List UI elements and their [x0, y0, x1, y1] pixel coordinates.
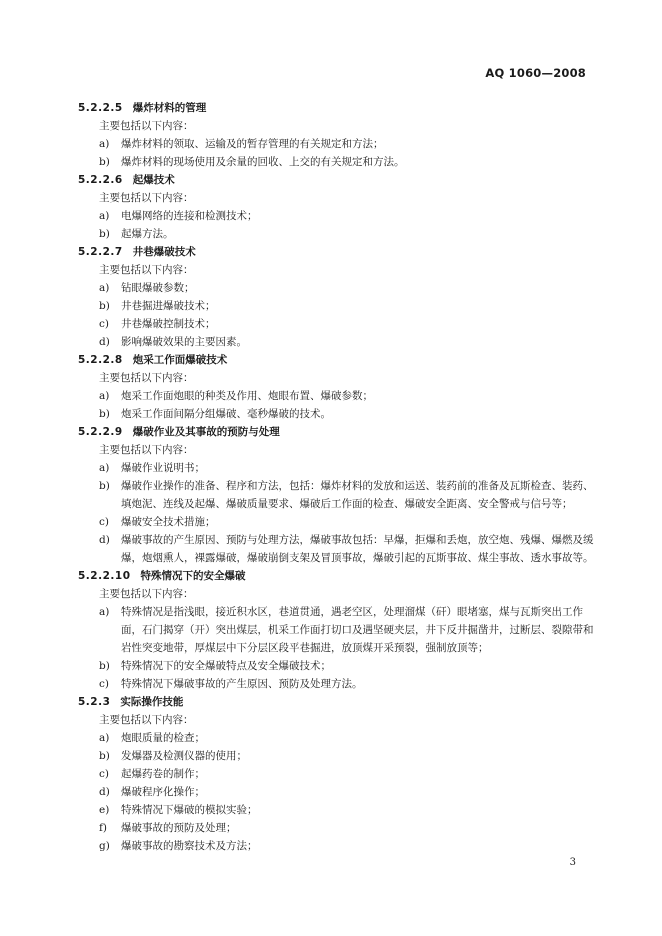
item-text: 爆破作业说明书；	[121, 462, 205, 474]
section-title: 特殊情况下的安全爆破	[140, 570, 246, 582]
item-marker: a)	[99, 282, 110, 294]
list-item	[78, 531, 598, 567]
list-item	[78, 333, 598, 351]
page-number: 3	[569, 857, 576, 868]
item-marker: f)	[99, 822, 107, 834]
list-item	[78, 405, 598, 423]
item-text: 爆破作业操作的准备、程序和方法，包括：爆炸材料的发放和运送、装药前的准备及瓦斯检查、装药、填炮泥、连线及起爆、爆破质量要求、爆破后工作面的检查、爆破安全距离、安全警戒与信号等；	[121, 480, 594, 510]
item-marker: b)	[99, 300, 110, 312]
section-5-2-2-7	[78, 243, 598, 351]
item-marker: a)	[99, 210, 110, 222]
list-item	[78, 459, 598, 477]
item-text: 炮采工作面间隔分组爆破、毫秒爆破的技术。	[121, 408, 331, 420]
item-text: 钻眼爆破参数；	[121, 282, 195, 294]
section-heading	[78, 423, 598, 441]
section-number: 5.2.2.5	[78, 102, 123, 114]
list-item	[78, 387, 598, 405]
section-intro: 主要包括以下内容：	[99, 588, 194, 600]
list-item	[78, 783, 598, 801]
item-text: 起爆方法。	[121, 228, 174, 240]
item-marker: d)	[99, 336, 110, 348]
item-marker: b)	[99, 156, 110, 168]
list-item	[78, 675, 598, 693]
list-item	[78, 729, 598, 747]
section-heading	[78, 243, 598, 261]
section-heading	[78, 351, 598, 369]
section-5-2-3	[78, 693, 598, 855]
section-title: 炮采工作面爆破技术	[132, 354, 228, 366]
section-heading	[78, 99, 598, 117]
list-item	[78, 819, 598, 837]
list-item	[78, 153, 598, 171]
section-number: 5.2.2.9	[78, 426, 123, 438]
item-marker: b)	[99, 480, 110, 492]
item-text: 发爆器及检测仪器的使用；	[121, 750, 247, 762]
item-text: 爆炸材料的领取、运输及的暂存管理的有关规定和方法；	[121, 138, 384, 150]
section-number: 5.2.2.10	[78, 570, 131, 582]
item-marker: a)	[99, 138, 110, 150]
item-marker: d)	[99, 786, 110, 798]
section-heading	[78, 171, 598, 189]
item-text: 爆破事故的产生原因、预防与处理方法，爆破事故包括：早爆，拒爆和丢炮，放空炮、残爆、爆燃及缓爆，炮烟熏人，裸露爆破，爆破崩倒支架及冒顶事故，爆破引起的瓦斯事故、煤尘事故、透水事故等。	[121, 534, 594, 564]
item-text: 特殊情况是指浅眼，接近积水区，巷道贯通，遇老空区，处理溜煤（矸）眼堵塞，煤与瓦斯突出工作面，石门揭穿（开）突出煤层，机采工作面打切口及遇坚硬夹层，井下反井掘凿井，过断层、裂隙带和岩性突变地带，厚煤层中下分层区段平巷掘进，放顶煤开采预裂，强制放顶等；	[121, 606, 594, 654]
item-text: 电爆网络的连接和检测技术；	[121, 210, 258, 222]
list-item	[78, 837, 598, 855]
item-marker: b)	[99, 228, 110, 240]
item-text: 炮眼质量的检查；	[121, 732, 205, 744]
list-item	[78, 603, 598, 657]
section-intro: 主要包括以下内容：	[99, 120, 194, 132]
list-item	[78, 765, 598, 783]
item-text: 爆破程序化操作；	[121, 786, 205, 798]
item-marker: e)	[99, 804, 110, 816]
item-marker: c)	[99, 318, 109, 330]
item-marker: b)	[99, 660, 110, 672]
section-5-2-2-6	[78, 171, 598, 243]
item-text: 起爆药卷的制作；	[121, 768, 205, 780]
section-number: 5.2.3	[78, 696, 111, 708]
section-title: 井巷爆破技术	[132, 246, 196, 258]
item-marker: c)	[99, 516, 109, 528]
item-marker: c)	[99, 768, 109, 780]
item-text: 井巷掘进爆破技术；	[121, 300, 216, 312]
section-intro: 主要包括以下内容：	[99, 444, 194, 456]
list-item	[78, 279, 598, 297]
list-item	[78, 315, 598, 333]
item-marker: d)	[99, 534, 110, 546]
item-marker: a)	[99, 390, 110, 402]
item-marker: g)	[99, 840, 110, 852]
list-item	[78, 657, 598, 675]
section-intro: 主要包括以下内容：	[99, 714, 194, 726]
standard-code-header: AQ 1060—2008	[485, 66, 586, 80]
item-marker: a)	[99, 462, 110, 474]
list-item	[78, 225, 598, 243]
item-marker: b)	[99, 750, 110, 762]
list-item	[78, 297, 598, 315]
section-number: 5.2.2.7	[78, 246, 123, 258]
item-marker: a)	[99, 732, 110, 744]
item-text: 特殊情况下爆破事故的产生原因、预防及处理方法。	[121, 678, 363, 690]
list-item	[78, 513, 598, 531]
section-5-2-2-9	[78, 423, 598, 567]
list-item	[78, 477, 598, 513]
item-marker: a)	[99, 606, 110, 618]
section-number: 5.2.2.8	[78, 354, 123, 366]
item-marker: b)	[99, 408, 110, 420]
section-title: 起爆技术	[132, 174, 175, 186]
item-marker: c)	[99, 678, 109, 690]
item-text: 影响爆破效果的主要因素。	[121, 336, 247, 348]
list-item	[78, 801, 598, 819]
section-title: 实际操作技能	[120, 696, 184, 708]
section-intro: 主要包括以下内容：	[99, 264, 194, 276]
list-item	[78, 135, 598, 153]
section-5-2-2-8	[78, 351, 598, 423]
section-intro: 主要包括以下内容：	[99, 192, 194, 204]
item-text: 爆破事故的预防及处理；	[121, 822, 237, 834]
item-text: 爆炸材料的现场使用及余量的回收、上交的有关规定和方法。	[121, 156, 405, 168]
list-item	[78, 207, 598, 225]
item-text: 炮采工作面炮眼的种类及作用、炮眼布置、爆破参数；	[121, 390, 373, 402]
section-heading	[78, 693, 598, 711]
section-title: 爆炸材料的管理	[132, 102, 207, 114]
section-5-2-2-5	[78, 99, 598, 171]
item-text: 爆破事故的勘察技术及方法；	[121, 840, 258, 852]
section-title: 爆破作业及其事故的预防与处理	[132, 426, 280, 438]
item-text: 井巷爆破控制技术；	[121, 318, 216, 330]
list-item	[78, 747, 598, 765]
item-text: 爆破安全技术措施；	[121, 516, 216, 528]
item-text: 特殊情况下爆破的模拟实验；	[121, 804, 258, 816]
section-intro: 主要包括以下内容：	[99, 372, 194, 384]
document-body	[78, 99, 598, 855]
section-heading	[78, 567, 598, 585]
item-text: 特殊情况下的安全爆破特点及安全爆破技术；	[121, 660, 331, 672]
section-5-2-2-10	[78, 567, 598, 693]
section-number: 5.2.2.6	[78, 174, 123, 186]
